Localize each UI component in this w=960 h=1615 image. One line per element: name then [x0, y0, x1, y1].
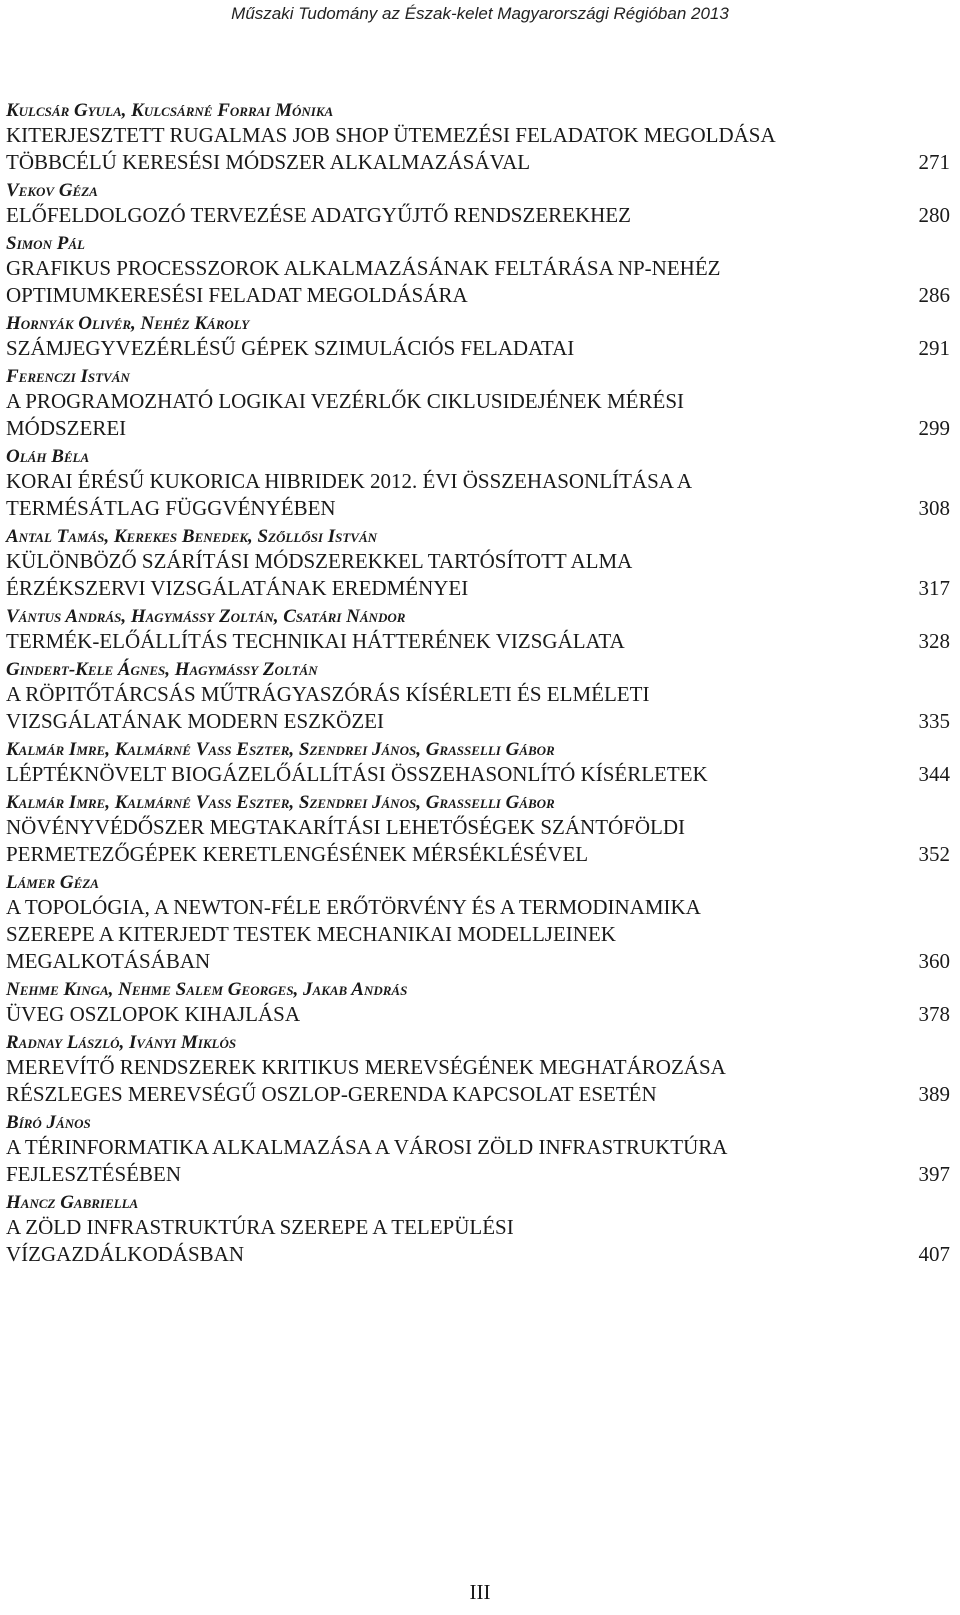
entry-page-number: 389 [918, 1082, 950, 1106]
entry-authors: Oláh Béla [6, 446, 90, 467]
toc-entry [6, 96, 950, 176]
entry-title-line: GRAFIKUS PROCESSZOROK ALKALMAZÁSÁNAK FELTÁRÁSA NP-NEHÉZ [6, 256, 721, 280]
entry-title-line: ELŐFELDOLGOZÓ TERVEZÉSE ADATGYŰJTŐ RENDSZEREKHEZ [6, 203, 631, 227]
entry-authors: Vekov Géza [6, 180, 98, 201]
toc-entry [6, 868, 950, 975]
entry-title [6, 894, 856, 975]
entry-page-number: 335 [918, 709, 950, 733]
entry-title-row [6, 468, 950, 522]
entry-title-line: VÍZGAZDÁLKODÁSBAN [6, 1242, 244, 1266]
entry-title-line: TERMÉK-ELŐÁLLÍTÁS TECHNIKAI HÁTTERÉNEK VIZSGÁLATA [6, 629, 625, 653]
entry-page-number: 397 [918, 1162, 950, 1186]
entry-title-line: OPTIMUMKERESÉSI FELADAT MEGOLDÁSÁRA [6, 283, 468, 307]
table-of-contents [6, 96, 950, 1268]
entry-title-line: PERMETEZŐGÉPEK KERETLENGÉSÉNEK MÉRSÉKLÉSÉVEL [6, 842, 589, 866]
entry-title [6, 1214, 856, 1268]
page-number: III [469, 1580, 491, 1604]
entry-authors: Simon Pál [6, 233, 85, 254]
entry-title-row [6, 548, 950, 602]
toc-entry [6, 1188, 950, 1268]
entry-title-row [6, 255, 950, 309]
entry-title-line: KÜLÖNBÖZŐ SZÁRÍTÁSI MÓDSZEREKKEL TARTÓSÍTOTT ALMA [6, 549, 633, 573]
entry-title [6, 1054, 856, 1108]
entry-page-number: 328 [918, 629, 950, 653]
toc-entry [6, 1108, 950, 1188]
entry-title-row [6, 1214, 950, 1268]
toc-entry [6, 309, 950, 362]
entry-title-row [6, 122, 950, 176]
entry-page-number: 286 [918, 283, 950, 307]
entry-title-row [6, 814, 950, 868]
entry-title-line: SZÁMJEGYVEZÉRLÉSŰ GÉPEK SZIMULÁCIÓS FELADATAI [6, 336, 575, 360]
entry-title [6, 1001, 856, 1028]
entry-title-line: RÉSZLEGES MEREVSÉGŰ OSZLOP-GERENDA KAPCSOLAT ESETÉN [6, 1082, 657, 1106]
entry-authors: Hancz Gabriella [6, 1192, 139, 1213]
entry-authors: Ferenczi István [6, 366, 130, 387]
entry-title-line: MÓDSZEREI [6, 416, 127, 440]
entry-title-line: TÖBBCÉLÚ KERESÉSI MÓDSZER ALKALMAZÁSÁVAL [6, 150, 531, 174]
entry-page-number: 344 [918, 762, 950, 786]
entry-title-line: A RÖPITŐTÁRCSÁS MŰTRÁGYASZÓRÁS KÍSÉRLETI ÉS ELMÉLETI [6, 682, 650, 706]
entry-title-row [6, 1001, 950, 1028]
entry-title-line: A ZÖLD INFRASTRUKTÚRA SZEREPE A TELEPÜLÉSI [6, 1215, 514, 1239]
entry-page-number: 308 [918, 496, 950, 520]
entry-authors: Hornyák Olivér, Nehéz Károly [6, 313, 250, 334]
toc-entry [6, 362, 950, 442]
entry-title [6, 468, 856, 522]
toc-entry [6, 522, 950, 602]
entry-authors: Antal Tamás, Kerekes Benedek, Szőllősi István [6, 526, 378, 547]
entry-title-line: TERMÉSÁTLAG FÜGGVÉNYÉBEN [6, 496, 336, 520]
entry-authors: Kulcsár Gyula, Kulcsárné Forrai Mónika [6, 100, 334, 121]
entry-title-line: A TOPOLÓGIA, A NEWTON-FÉLE ERŐTÖRVÉNY ÉS A TERMODINAMIKA [6, 895, 701, 919]
entry-title-row [6, 202, 950, 229]
toc-entry [6, 655, 950, 735]
entry-title [6, 814, 856, 868]
entry-authors: Radnay László, Iványi Miklós [6, 1032, 237, 1053]
entry-title [6, 335, 856, 362]
entry-title-row [6, 1134, 950, 1188]
entry-page-number: 317 [918, 576, 950, 600]
toc-entry [6, 735, 950, 788]
entry-title-line: LÉPTÉKNÖVELT BIOGÁZELŐÁLLÍTÁSI ÖSSZEHASONLÍTÓ KÍSÉRLETEK [6, 762, 708, 786]
entry-title [6, 681, 856, 735]
entry-authors: Nehme Kinga, Nehme Salem Georges, Jakab András [6, 979, 408, 1000]
entry-title-row [6, 894, 950, 975]
entry-title-line: A PROGRAMOZHATÓ LOGIKAI VEZÉRLŐK CIKLUSIDEJÉNEK MÉRÉSI [6, 389, 685, 413]
entry-title [6, 761, 856, 788]
toc-entry [6, 229, 950, 309]
entry-page-number: 271 [918, 150, 950, 174]
entry-title-row [6, 388, 950, 442]
entry-page-number: 360 [918, 949, 950, 973]
toc-entry [6, 1028, 950, 1108]
entry-title [6, 255, 856, 309]
entry-authors: Kalmár Imre, Kalmárné Vass Eszter, Szendrei János, Grasselli Gábor [6, 739, 555, 760]
entry-page-number: 352 [918, 842, 950, 866]
entry-title-row [6, 335, 950, 362]
entry-title-line: MEREVÍTŐ RENDSZEREK KRITIKUS MEREVSÉGÉNEK MEGHATÁROZÁSA [6, 1055, 726, 1079]
entry-title-line: NÖVÉNYVÉDŐSZER MEGTAKARÍTÁSI LEHETŐSÉGEK SZÁNTÓFÖLDI [6, 815, 686, 839]
toc-entry [6, 176, 950, 229]
entry-title-line: MEGALKOTÁSÁBAN [6, 949, 211, 973]
entry-title [6, 122, 856, 176]
entry-title-line: KORAI ÉRÉSŰ KUKORICA HIBRIDEK 2012. ÉVI ÖSSZEHASONLÍTÁSA A [6, 469, 693, 493]
entry-title-line: VIZSGÁLATÁNAK MODERN ESZKÖZEI [6, 709, 384, 733]
entry-authors: Bíró János [6, 1112, 91, 1133]
entry-title-row [6, 628, 950, 655]
running-header: Műszaki Tudomány az Észak-kelet Magyarországi Régióban 2013 [231, 4, 729, 23]
entry-title-row [6, 681, 950, 735]
entry-title [6, 628, 856, 655]
toc-entry [6, 788, 950, 868]
toc-entry [6, 442, 950, 522]
entry-title-line: KITERJESZTETT RUGALMAS JOB SHOP ÜTEMEZÉSI FELADATOK MEGOLDÁSA [6, 123, 776, 147]
entry-page-number: 378 [918, 1002, 950, 1026]
entry-title [6, 548, 856, 602]
entry-title-line: ÜVEG OSZLOPOK KIHAJLÁSA [6, 1002, 300, 1026]
entry-title-line: SZEREPE A KITERJEDT TESTEK MECHANIKAI MODELLJEINEK [6, 922, 616, 946]
entry-authors: Vántus András, Hagymássy Zoltán, Csatári Nándor [6, 606, 406, 627]
entry-title-row [6, 761, 950, 788]
entry-authors: Kalmár Imre, Kalmárné Vass Eszter, Szendrei János, Grasselli Gábor [6, 792, 555, 813]
entry-page-number: 280 [918, 203, 950, 227]
entry-title [6, 388, 856, 442]
toc-entry [6, 602, 950, 655]
toc-entry [6, 975, 950, 1028]
entry-authors: Lámer Géza [6, 872, 99, 893]
entry-authors: Gindert-Kele Ágnes, Hagymássy Zoltán [6, 659, 318, 680]
entry-title-line: FEJLESZTÉSÉBEN [6, 1162, 182, 1186]
entry-title-row [6, 1054, 950, 1108]
entry-page-number: 407 [918, 1242, 950, 1266]
entry-title-line: ÉRZÉKSZERVI VIZSGÁLATÁNAK EREDMÉNYEI [6, 576, 469, 600]
entry-title [6, 1134, 856, 1188]
entry-page-number: 291 [918, 336, 950, 360]
entry-title [6, 202, 856, 229]
entry-page-number: 299 [918, 416, 950, 440]
entry-title-line: A TÉRINFORMATIKA ALKALMAZÁSA A VÁROSI ZÖLD INFRASTRUKTÚRA [6, 1135, 728, 1159]
